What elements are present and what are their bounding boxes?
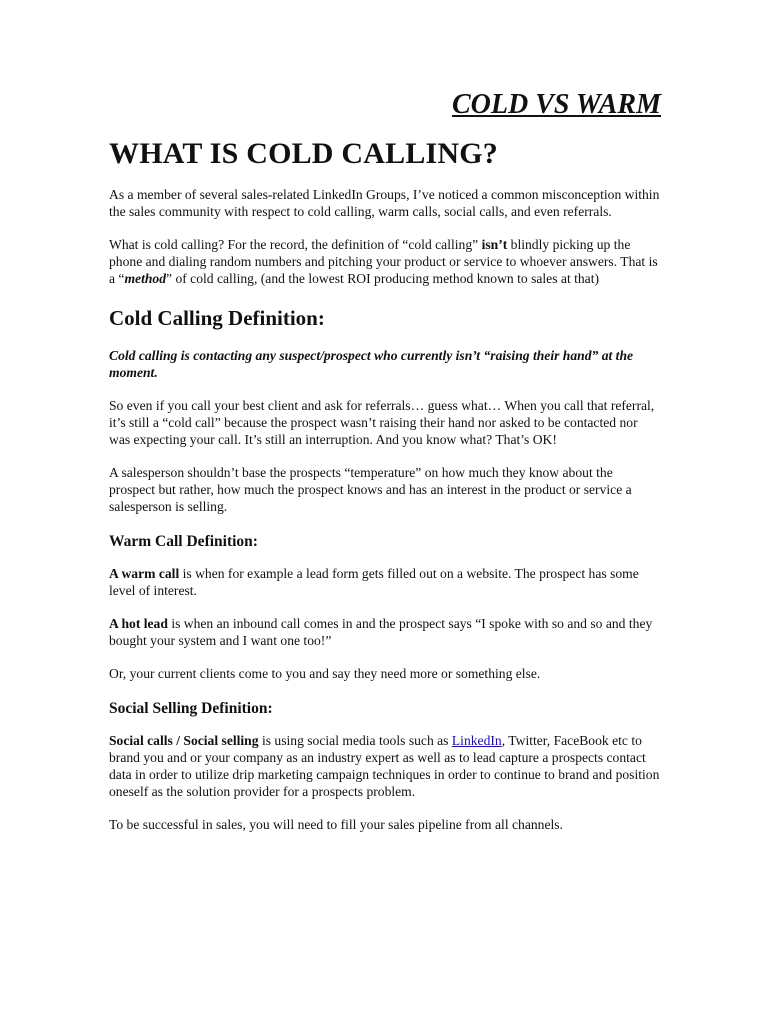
referrals-paragraph: So even if you call your best client and ask for referrals… guess what… When you call that referral, it’s still a “cold call” because the prospect wasn’t raising their hand nor asked to be contacted nor was expecting your call. It’s still an interruption. And you know what? That’s OK! [109,398,655,447]
temperature-paragraph: A salesperson shouldn’t base the prospects “temperature” on how much they know about the prospect but rather, how much the prospect knows and has an interest in the product or service a salesperson is selling. [109,465,632,514]
social-selling-paragraph [109,732,661,800]
hot-lead-paragraph [109,615,661,649]
definition-paragraph [109,236,661,287]
closing-paragraph: To be successful in sales, you will need to fill your sales pipeline from all channels. [109,817,563,832]
document-page [109,86,661,849]
isnt-emphasis: isn’t [481,237,508,252]
definition-text-b: blindly picking up the phone and dialing random numbers and pitching your product or service to whoever answers. That is a “ [109,237,658,286]
social-selling-text-b: , Twitter, FaceBook etc to brand you and or your company as an industry expert as well as to lead capture a prospects contact data in order to utilize drip marketing campaign techniques in order to continue to brand and position oneself as the solution provider for a prospects problem. [109,733,660,799]
warm-call-text: is when for example a lead form gets filled out on a website. The prospect has some level of interest. [109,566,639,598]
intro-paragraph: As a member of several sales-related LinkedIn Groups, I’ve noticed a common misconception within the sales community with respect to cold calling, warm calls, social calls, and even referrals. [109,187,660,219]
warm-call-paragraph [109,565,661,599]
method-emphasis: method [124,271,167,286]
main-heading: WHAT IS COLD CALLING? [109,137,498,170]
social-selling-text-a: is using social media tools such as [258,733,452,748]
social-selling-definition-heading: Social Selling Definition: [109,700,273,717]
warm-call-term: A warm call [109,566,180,581]
social-selling-term: Social calls / Social selling [109,733,259,748]
document-title: COLD VS WARM [451,89,661,120]
cold-calling-definition-heading: Cold Calling Definition: [109,306,325,330]
warm-call-definition-heading: Warm Call Definition: [109,533,258,550]
hot-lead-text: is when an inbound call comes in and the prospect says “I spoke with so and so and they bought your system and I want one too!” [109,616,653,648]
linkedin-link[interactable]: LinkedIn [451,733,502,748]
clients-paragraph: Or, your current clients come to you and say they need more or something else. [109,666,541,681]
definition-text-a: What is cold calling? For the record, the definition of “cold calling” [109,237,482,252]
definition-text-c: ” of cold calling, (and the lowest ROI producing method known to sales at that) [166,271,600,286]
hot-lead-term: A hot lead [109,616,168,631]
cold-calling-definition: Cold calling is contacting any suspect/prospect who currently isn’t “raising their hand” at the moment. [109,348,634,380]
